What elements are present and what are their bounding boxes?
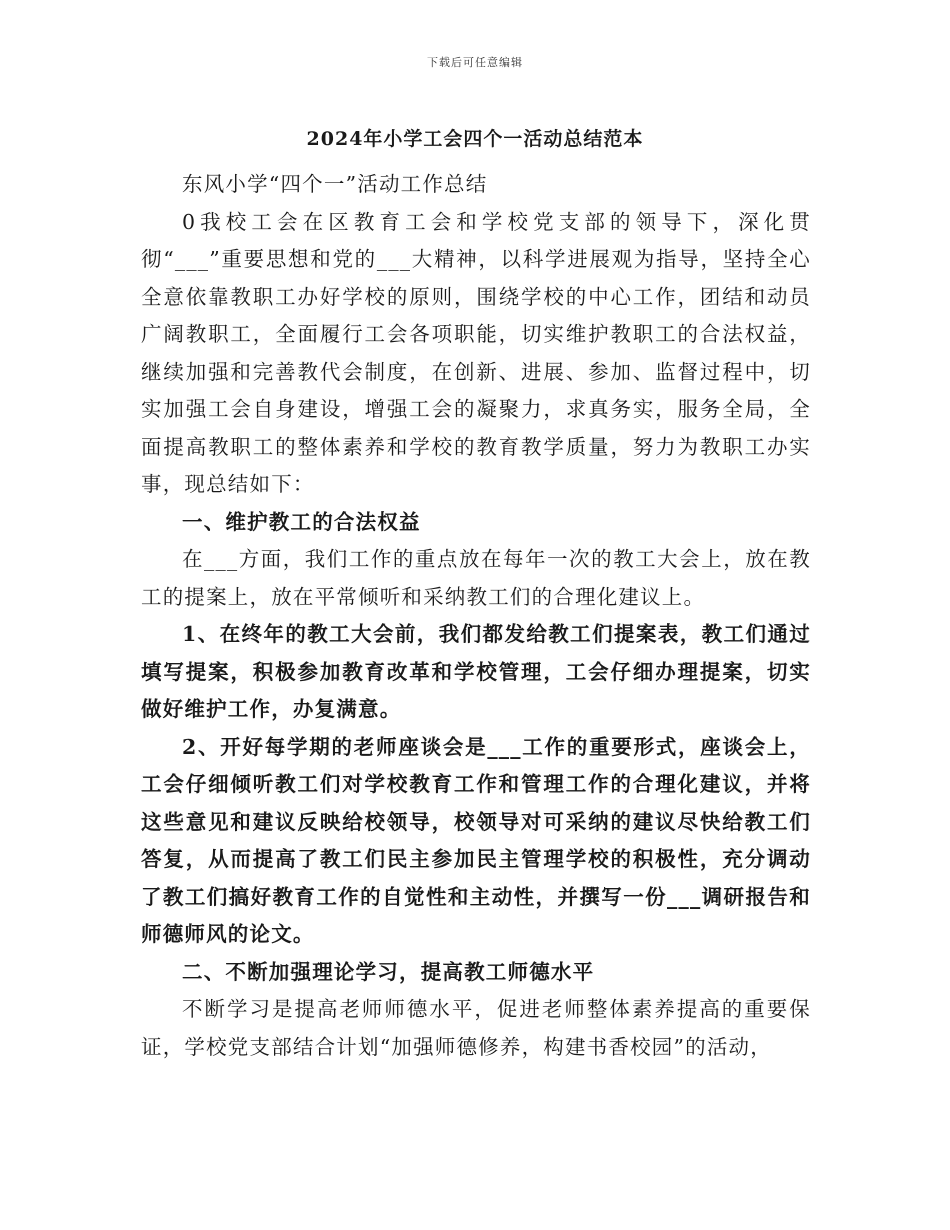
paragraph-subtitle: 东风小学“四个一”活动工作总结 (182, 172, 488, 196)
section-heading-1: 一、维护教工的合法权益 (182, 509, 421, 534)
paragraph-section-2: 不断学习是提高老师师德水平，促进老师整体素养提高的重要保证，学校党支部结合计划“加强师德修养，构建书香校园”的活动， (141, 997, 811, 1059)
document-body (141, 166, 811, 1066)
paragraph-item-1: 1、在终年的教工大会前，我们都发给教工们提案表，教工们通过填写提案，积极参加教育改革和学校管理，工会仔细办理提案，切实做好维护工作，办复满意。 (141, 622, 811, 721)
section-heading-2: 二、不断加强理论学习，提高教工师德水平 (182, 959, 595, 984)
paragraph-section-1: 在___方面，我们工作的重点放在每年一次的教工大会上，放在教工的提案上，放在平常倾听和采纳教工们的合理化建议上。 (141, 547, 811, 609)
paragraph-item-2: 2、开好每学期的老师座谈会是___工作的重要形式，座谈会上，工会仔细倾听教工们对学校教育工作和管理工作的合理化建议，并将这些意见和建议反映给校领导，校领导对可采纳的建议尽快给教工们答复，从而提高了教工们民主参加民主管理学校的积极性，充分调动了教工们搞好教育工作的自觉性和主动性，并撰写一份___调研报告和师德师风的论文。 (141, 734, 811, 946)
paragraph-intro: 0我校工会在区教育工会和学校党支部的领导下，深化贯彻“___”重要思想和党的___大精神，以科学进展观为指导，坚持全心全意依靠教职工办好学校的原则，围绕学校的中心工作，团结和动员广阔教职工，全面履行工会各项职能，切实维护教职工的合法权益，继续加强和完善教代会制度，在创新、进展、参加、监督过程中，切实加强工会自身建设，增强工会的凝聚力，求真务实，服务全局，全面提高教职工的整体素养和学校的教育教学质量，努力为教职工办实事，现总结如下： (141, 209, 811, 496)
document-title: 2024年小学工会四个一活动总结范本 (306, 128, 644, 150)
header-note: 下载后可任意编辑 (427, 56, 523, 69)
